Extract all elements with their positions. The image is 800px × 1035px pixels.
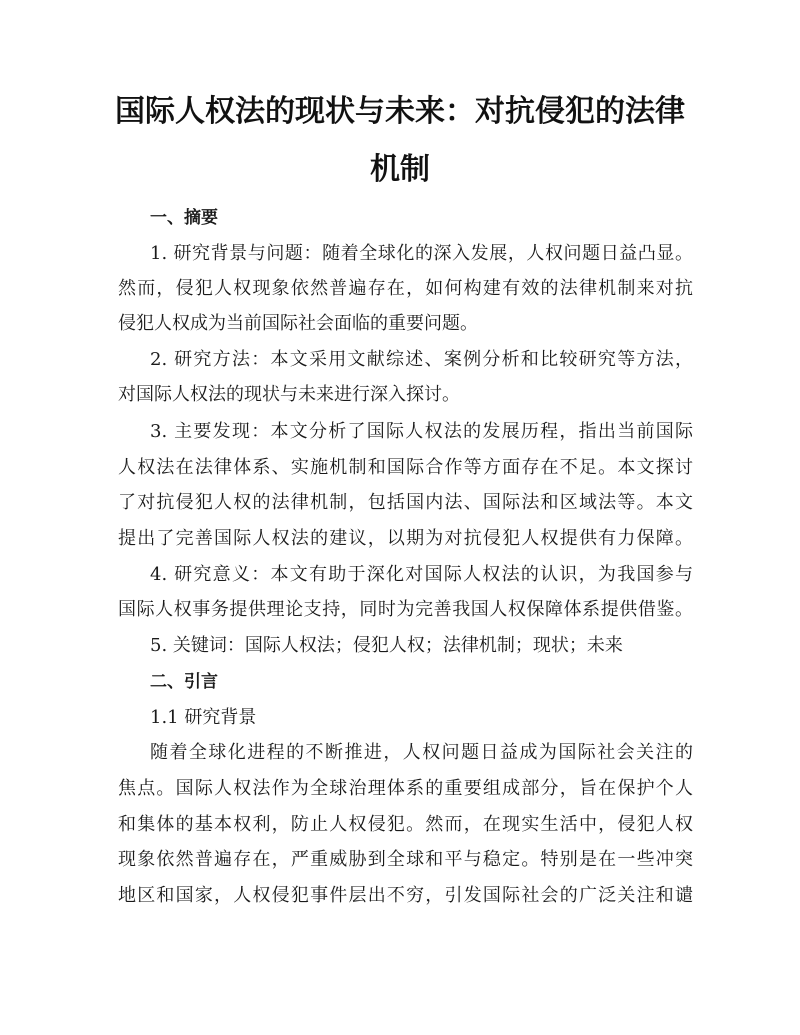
document-title-line-2: 机制 [370,152,430,187]
intro-heading: 二、引言 [150,672,218,692]
abstract-item1-line2: 然而，侵犯人权现象依然普遍存在，如何构建有效的法律机制来对抗 [118,278,693,299]
abstract-item4-line2: 国际人权事务提供理论支持，同时为完善我国人权保障体系提供借鉴。 [118,599,693,620]
intro-paragraph-line5: 地区和国家，人权侵犯事件层出不穷，引发国际社会的广泛关注和谴 [118,885,693,906]
intro-paragraph-line3: 和集体的基本权利，防止人权侵犯。然而，在现实生活中，侵犯人权 [118,814,693,835]
intro-paragraph-line4: 现象依然普遍存在，严重威胁到全球和平与稳定。特别是在一些冲突 [118,849,693,870]
document-title-line-1: 国际人权法的现状与未来：对抗侵犯的法律 [115,94,685,129]
abstract-item1-line1: 1. 研究背景与问题：随着全球化的深入发展，人权问题日益凸显。 [150,243,693,264]
intro-subheading: 1.1 研究背景 [150,707,257,728]
abstract-heading: 一、摘要 [150,208,218,228]
intro-paragraph-line2: 焦点。国际人权法作为全球治理体系的重要组成部分，旨在保护个人 [118,778,693,799]
abstract-item2-line2: 对国际人权法的现状与未来进行深入探讨。 [118,384,460,405]
abstract-item1-line3: 侵犯人权成为当前国际社会面临的重要问题。 [118,313,478,334]
abstract-item3-line3: 了对抗侵犯人权的法律机制，包括国内法、国际法和区域法等。本文 [118,492,693,513]
abstract-item3-line1: 3. 主要发现：本文分析了国际人权法的发展历程，指出当前国际 [150,421,693,442]
abstract-item4-line1: 4. 研究意义：本文有助于深化对国际人权法的认识，为我国参与 [150,564,693,585]
abstract-item2-line1: 2. 研究方法：本文采用文献综述、案例分析和比较研究等方法， [150,349,693,370]
intro-paragraph-line1: 随着全球化进程的不断推进，人权问题日益成为国际社会关注的 [150,742,693,763]
abstract-item3-line4: 提出了完善国际人权法的建议，以期为对抗侵犯人权提供有力保障。 [118,528,693,549]
abstract-item3-line2: 人权法在法律体系、实施机制和国际合作等方面存在不足。本文探讨 [118,457,693,478]
abstract-item5-keywords: 5. 关键词：国际人权法；侵犯人权；法律机制；现状；未来 [150,635,623,656]
